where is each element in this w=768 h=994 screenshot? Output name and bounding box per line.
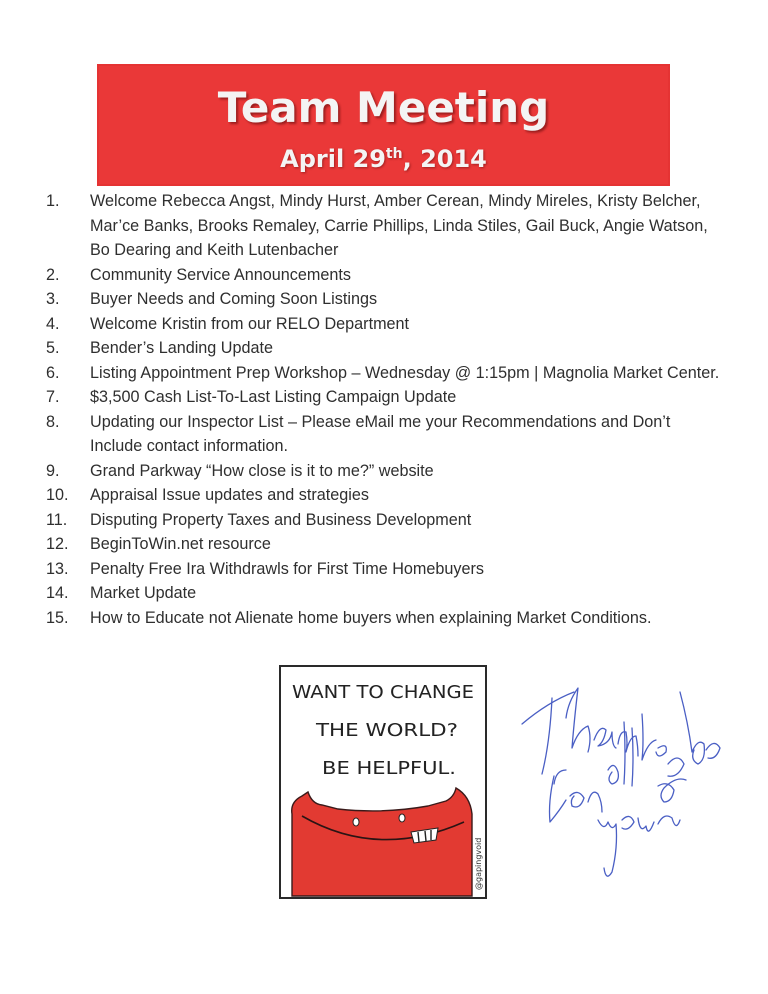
- agenda-item: [46, 483, 726, 508]
- agenda-item-number: 3.: [46, 290, 60, 308]
- date-ordinal-suffix: th: [385, 146, 403, 162]
- agenda-item-number: 7.: [46, 388, 60, 406]
- date-year: , 2014: [402, 145, 487, 173]
- agenda-item: [46, 361, 726, 386]
- date-month-day: April 29: [280, 145, 386, 173]
- agenda-item-number: 2.: [46, 265, 60, 284]
- agenda-item-number: 1.: [46, 192, 60, 210]
- agenda-item-text: $3,500 Cash List-To-Last Listing Campaign Update: [90, 388, 457, 406]
- agenda-item: [46, 459, 726, 484]
- agenda-item-text: Listing Appointment Prep Workshop – Wednesday @ 1:15pm | Magnolia Market Center.: [90, 363, 720, 382]
- agenda-item-number: 12.: [46, 535, 69, 553]
- monster-eye-right: [399, 814, 405, 822]
- agenda-item: [46, 263, 726, 288]
- helpful-monster-cartoon: [278, 664, 488, 900]
- agenda-item: [46, 532, 726, 557]
- agenda-item: [46, 410, 726, 459]
- cartoon-caption-line-3: BE HELPFUL.: [322, 759, 456, 779]
- agenda-item-number: 10.: [46, 486, 69, 504]
- header-banner: [97, 64, 670, 186]
- agenda-item-text: Welcome Kristin from our RELO Department: [90, 314, 410, 333]
- agenda-item-number: 5.: [46, 339, 60, 357]
- agenda-item: [46, 581, 726, 606]
- agenda-item: [46, 189, 726, 263]
- agenda-item-number: 8.: [46, 412, 60, 431]
- agenda-item-text: Community Service Announcements: [90, 265, 351, 284]
- agenda-item: [46, 606, 726, 631]
- agenda-item-text: Welcome Rebecca Angst, Mindy Hurst, Amber Cerean, Mindy Mireles, Kristy Belcher, Mar’ce Banks, Brooks Remaley, Carrie Phillips, Linda Stiles, Gail Buck, Angie Watson, Bo Dearing and Keith Lutenbacher: [90, 192, 708, 259]
- page-title: Team Meeting: [217, 83, 550, 132]
- agenda-item: [46, 385, 726, 410]
- agenda-item-text: Buyer Needs and Coming Soon Listings: [90, 290, 378, 308]
- cartoon-credit: @gapingvoid: [474, 837, 483, 890]
- monster-eye-left: [353, 818, 359, 826]
- agenda-item: [46, 508, 726, 533]
- cartoon-caption-line-1: WANT TO CHANGE: [292, 683, 474, 703]
- agenda-item-text: Market Update: [90, 584, 197, 602]
- agenda-item-number: 13.: [46, 559, 69, 578]
- agenda-item-text: Bender’s Landing Update: [90, 339, 274, 357]
- agenda-item-text: Penalty Free Ira Withdrawls for First Time Homebuyers: [90, 559, 485, 578]
- agenda-item-text: Disputing Property Taxes and Business Development: [90, 510, 472, 529]
- agenda-item-number: 9.: [46, 461, 60, 480]
- agenda-item-text: Appraisal Issue updates and strategies: [90, 486, 369, 504]
- agenda-item-number: 14.: [46, 584, 69, 602]
- agenda-item-number: 4.: [46, 314, 60, 333]
- cartoon-caption-line-2: THE WORLD?: [314, 721, 458, 741]
- agenda-item: [46, 312, 726, 337]
- agenda-item-text: How to Educate not Alienate home buyers when explaining Market Conditions.: [90, 608, 652, 627]
- agenda-list: [46, 189, 726, 630]
- agenda-item-number: 6.: [46, 363, 60, 382]
- agenda-item: [46, 336, 726, 361]
- agenda-item-text: BeginToWin.net resource: [90, 535, 271, 553]
- handwritten-signature: [508, 652, 738, 892]
- agenda-item: [46, 287, 726, 312]
- agenda-item-text: Updating our Inspector List – Please eMail me your Recommendations and Don’t Include contact information.: [90, 412, 671, 455]
- agenda-item-number: 15.: [46, 608, 69, 627]
- agenda-item: [46, 557, 726, 582]
- meeting-date: [97, 144, 670, 174]
- agenda-item-number: 11.: [46, 510, 68, 529]
- agenda-item-text: Grand Parkway “How close is it to me?” website: [90, 461, 434, 480]
